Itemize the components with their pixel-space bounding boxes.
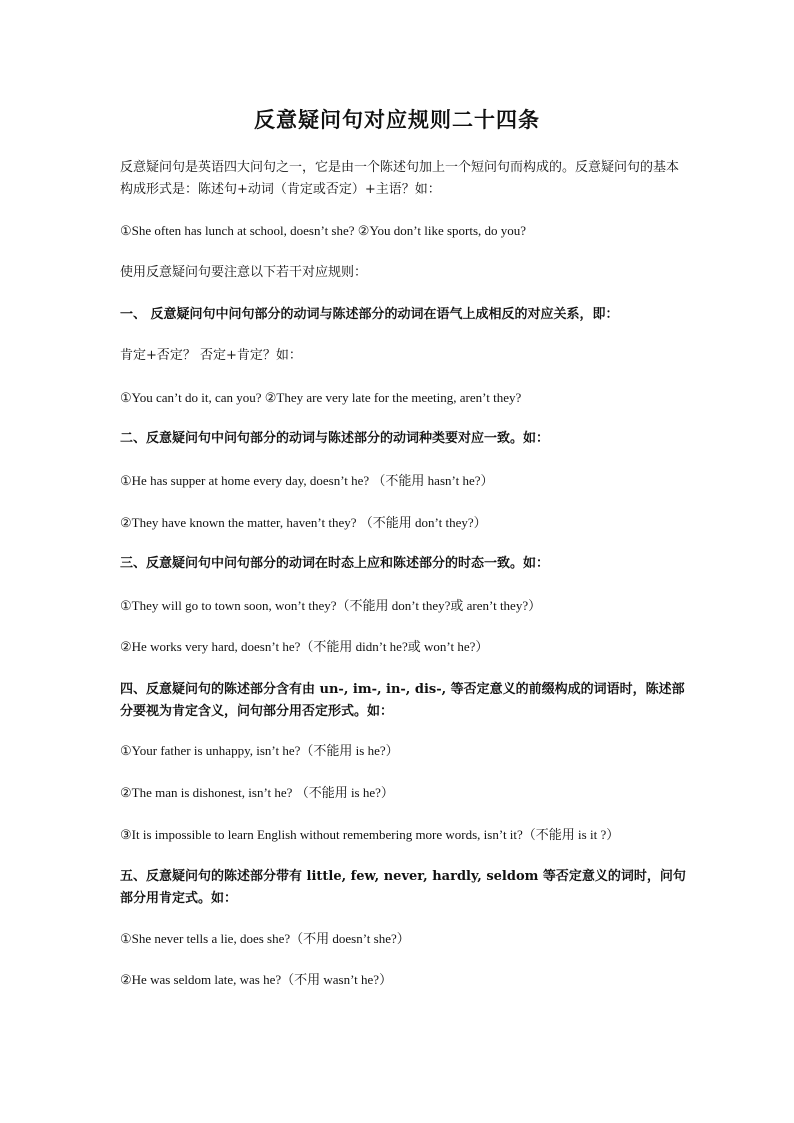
intro-example: ①She often has lunch at school, doesn’t she? ②You don’t like sports, do you?: [120, 223, 527, 238]
rule-4-example-3: ③It is impossible to learn English without remembering more words, isn’t it?（不能用 is it ?）: [120, 827, 620, 842]
rule-3-example-1: ①They will go to town soon, won’t they?（不能用 don’t they?或 aren’t they?）: [120, 598, 542, 613]
rules-intro: 使用反意疑问句要注意以下若干对应规则：: [120, 265, 368, 280]
rule-3-heading: 三、反意疑问句中问句部分的动词在时态上应和陈述部分的时态一致。如：: [120, 556, 550, 571]
intro-paragraph: 反意疑问句是英语四大问句之一，它是由一个陈述句加上一个短问句而构成的。反意疑问句的基本构成形式是：陈述句+动词（肯定或否定）+主语？如：: [120, 160, 680, 197]
rule-2-example-2: ②They have known the matter, haven’t they? （不能用 don’t they?）: [120, 515, 487, 530]
rule-4-example-2: ②The man is dishonest, isn’t he? （不能用 is he?）: [120, 785, 394, 800]
rule-5-heading: 五、反意疑问句的陈述部分带有 little, few, never, hardly, seldom 等否定意义的词时，问句部分用肯定式。如：: [120, 869, 686, 906]
rule-3-example-2: ②He works very hard, doesn’t he?（不能用 didn’t he?或 won’t he?）: [120, 639, 489, 654]
rule-1-example: ①You can’t do it, can you? ②They are very late for the meeting, aren’t they?: [120, 390, 522, 405]
rule-4-example-1: ①Your father is unhappy, isn’t he?（不能用 is he?）: [120, 743, 399, 758]
rule-4-heading: 四、反意疑问句的陈述部分含有由 un-, im-, in-, dis-, 等否定意义的前缀构成的词语时，陈述部分要视为肯定含义，问句部分用否定形式。如：: [120, 682, 685, 719]
rule-5-example-2: ②He was seldom late, was he?（不用 wasn’t he?）: [120, 972, 393, 987]
rule-1-heading: 一、 反意疑问句中问句部分的动词与陈述部分的动词在语气上成相反的对应关系，即：: [120, 307, 619, 322]
rule-5-example-1: ①She never tells a lie, does she?（不用 doesn’t she?）: [120, 931, 410, 946]
rule-1-line-1: 肯定+否定？ 否定+肯定？如：: [120, 348, 302, 363]
document-title: 反意疑问句对应规则二十四条: [254, 107, 540, 132]
rule-2-example-1: ①He has supper at home every day, doesn’t he? （不能用 hasn’t he?）: [120, 473, 494, 488]
rule-2-heading: 二、反意疑问句中问句部分的动词与陈述部分的动词种类要对应一致。如：: [120, 431, 550, 446]
